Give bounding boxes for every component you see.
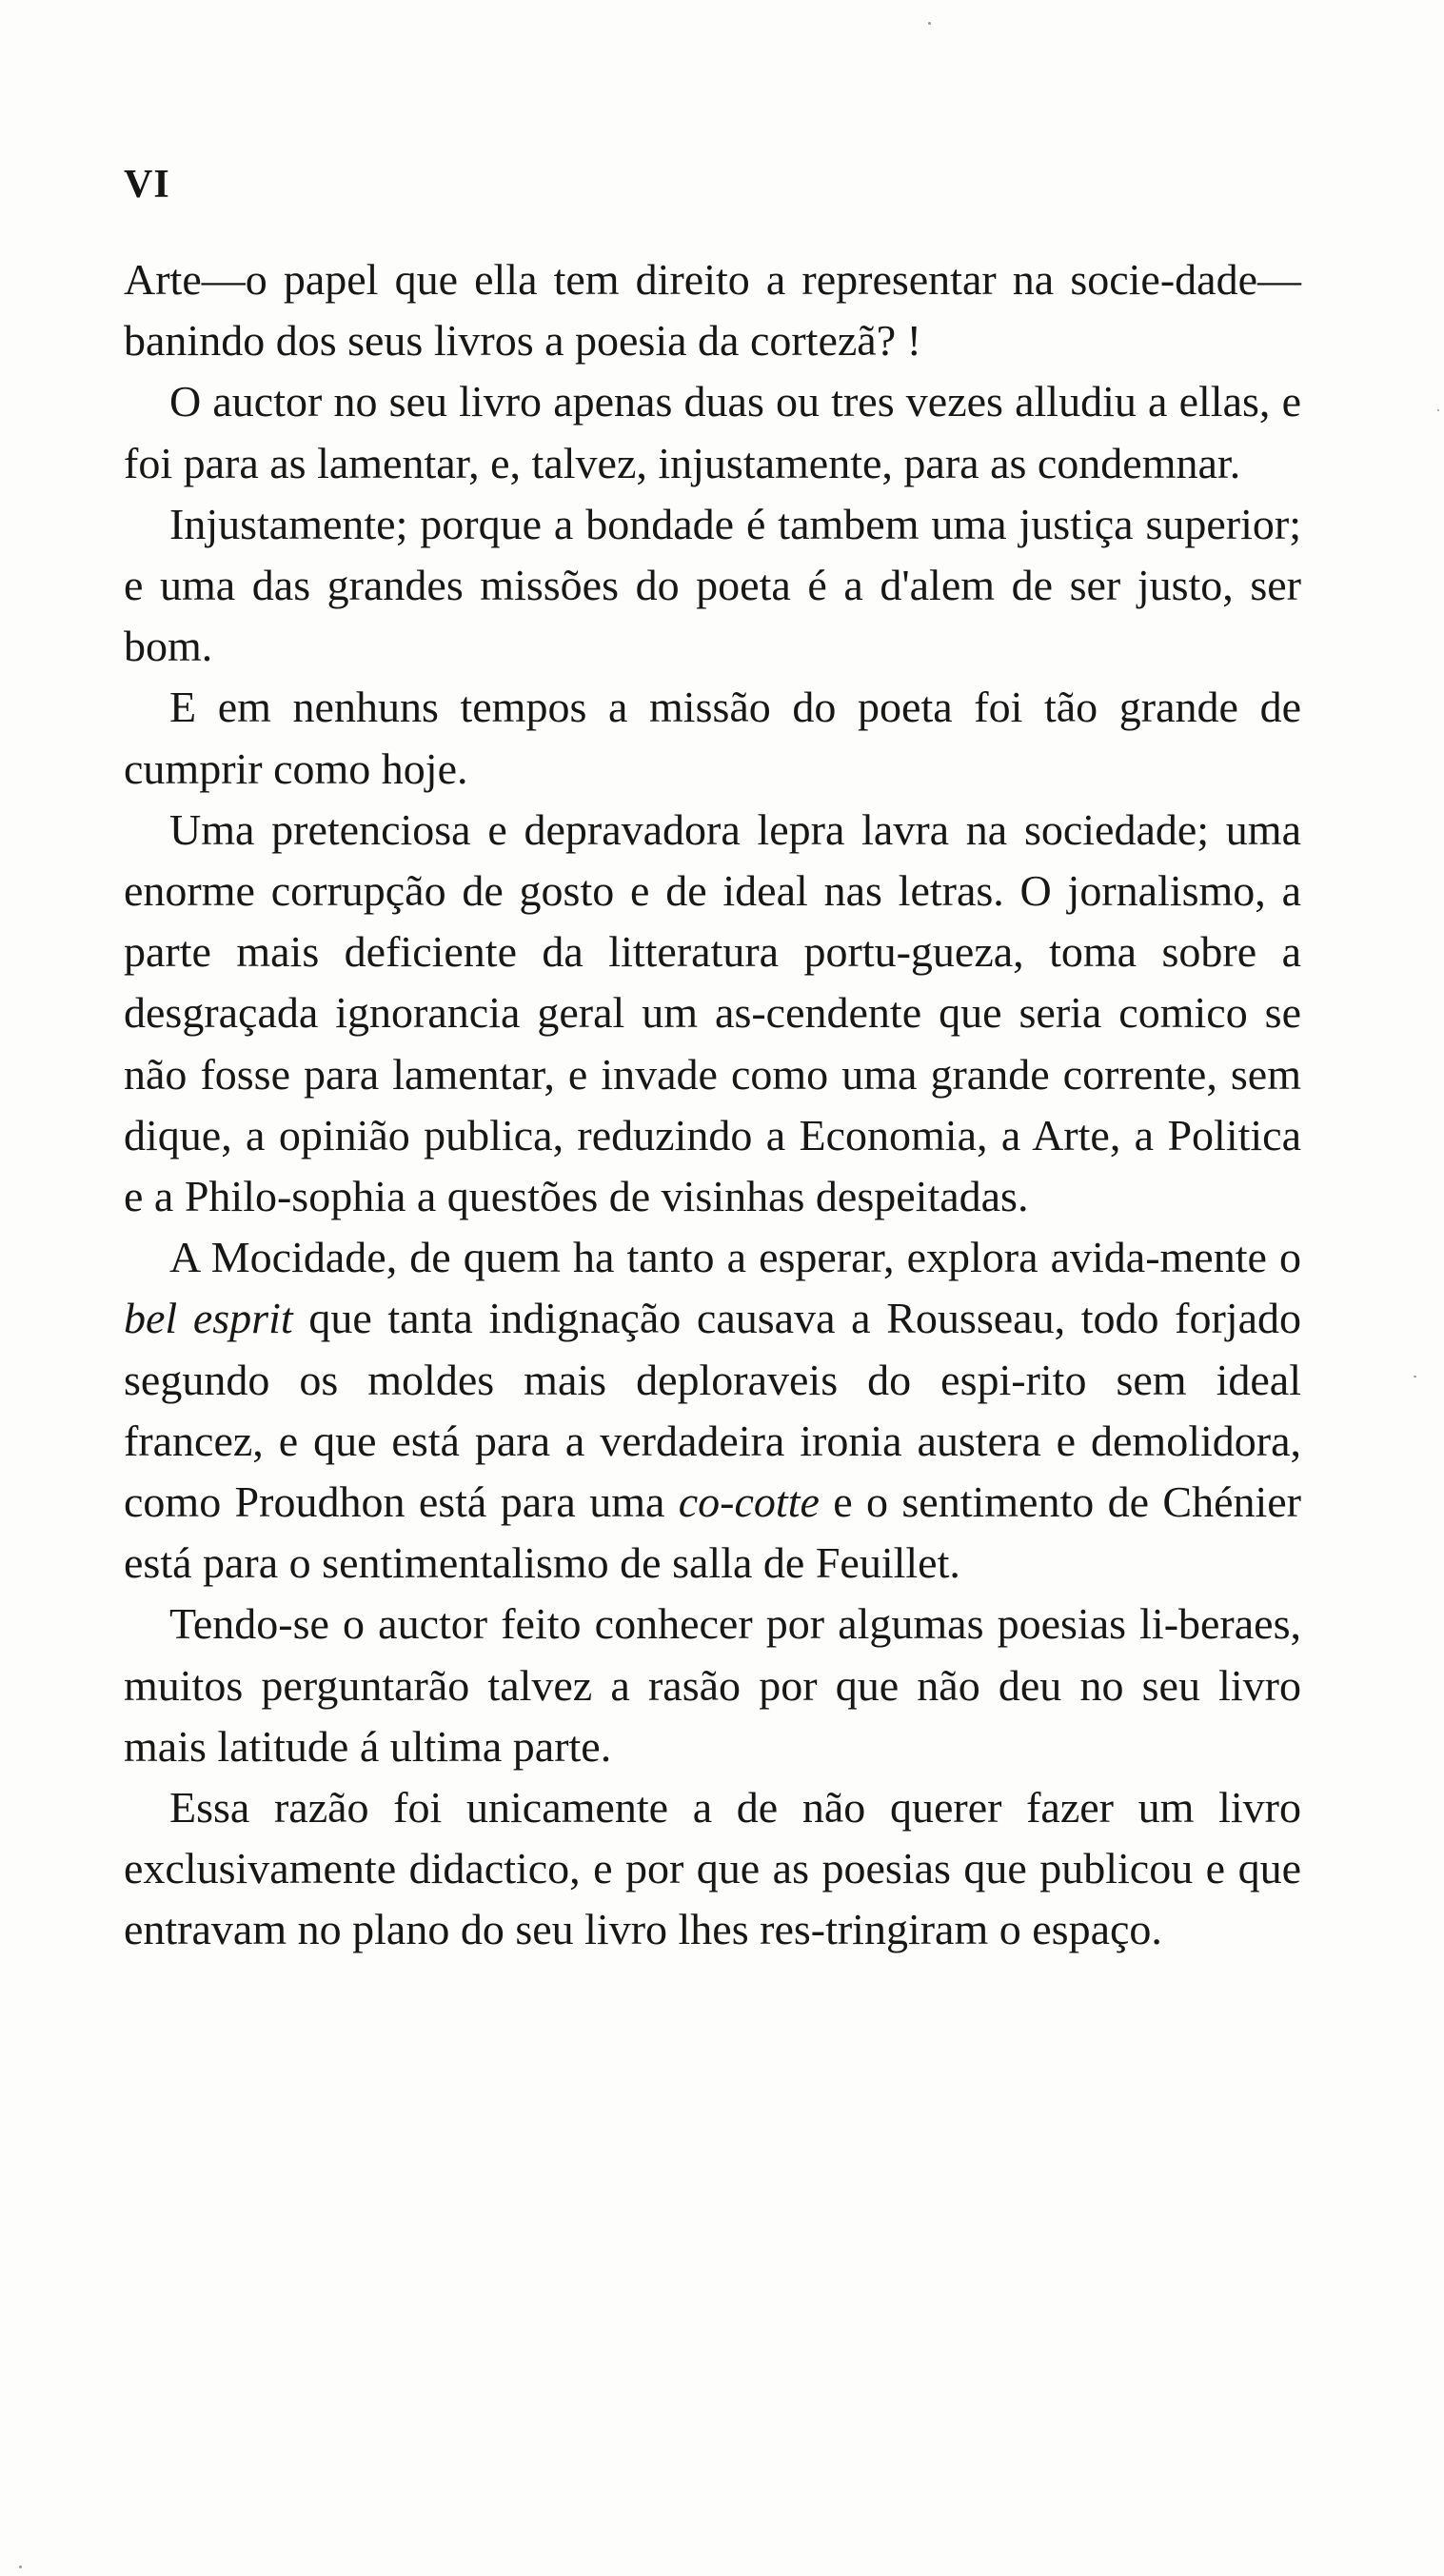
text-segment: Tendo-se o auctor feito conhecer por algumas poesias li-beraes, muitos perguntarão talvez a rasão por que não deu no seu livro mais latitude á ultima parte. — [124, 1599, 1301, 1771]
scan-speck — [928, 22, 931, 25]
paragraph — [124, 249, 1301, 371]
text-segment: Essa razão foi unicamente a de não querer fazer um livro exclusivamente didactico, e por que as poesias que publicou e que entravam no plano do seu livro lhes res-tringiram o espaço. — [124, 1783, 1301, 1954]
text-segment: A Mocidade, de quem ha tanto a esperar, explora avida-mente o — [169, 1233, 1301, 1282]
text-segment: O auctor no seu livro apenas duas ou tres vezes alludiu a ellas, e foi para as lamentar, e, talvez, injustamente, para as condemnar. — [124, 377, 1301, 487]
paragraph — [124, 1777, 1301, 1961]
page-number: VI — [124, 163, 170, 207]
scan-speck — [1414, 1376, 1416, 1377]
paragraph — [124, 1594, 1301, 1777]
paragraph — [124, 800, 1301, 1227]
text-segment: Injustamente; porque a bondade é tambem uma justiça superior; e uma das grandes missões do poeta é a d'alem de ser justo, ser bom. — [124, 499, 1301, 671]
text-segment: E em nenhuns tempos a missão do poeta foi tão grande de cumprir como hoje. — [124, 683, 1301, 793]
italic-text-segment: bel esprit — [124, 1294, 293, 1343]
paragraph — [124, 494, 1301, 678]
scan-speck — [1437, 409, 1439, 411]
body-text — [124, 249, 1301, 1961]
text-segment: Arte—o papel que ella tem direito a representar na socie-dade—banindo dos seus livros a poesia da cortezã? ! — [124, 255, 1301, 366]
italic-text-segment: co-cotte — [678, 1477, 820, 1527]
text-segment: e o sentimento de Chénier está para o sentimentalismo de salla de Feuillet. — [124, 1477, 1302, 1588]
text-segment: Uma pretenciosa e depravadora lepra lavra na sociedade; uma enorme corrupção de gosto e de ideal nas letras. O jornalismo, a parte mais deficiente da litteratura portu-gueza, toma sobre a desgraçada ignorancia geral um as-cendente que seria comico se não fosse para lamentar, e invade como uma grande corrente, sem dique, a opinião publica, reduzindo a Economia, a Arte, a Politica e a Philo-sophia a questões de visinhas despeitadas. — [124, 804, 1301, 1221]
paragraph — [124, 1227, 1301, 1594]
scan-speck — [19, 2566, 22, 2568]
paragraph — [124, 677, 1301, 799]
text-segment: que tanta indignação causava a Rousseau, todo forjado segundo os moldes mais deploraveis do espi-rito sem ideal francez, e que está para a verdadeira ironia austera e demolidora, como Proudhon está para uma — [124, 1294, 1302, 1527]
paragraph — [124, 371, 1301, 493]
